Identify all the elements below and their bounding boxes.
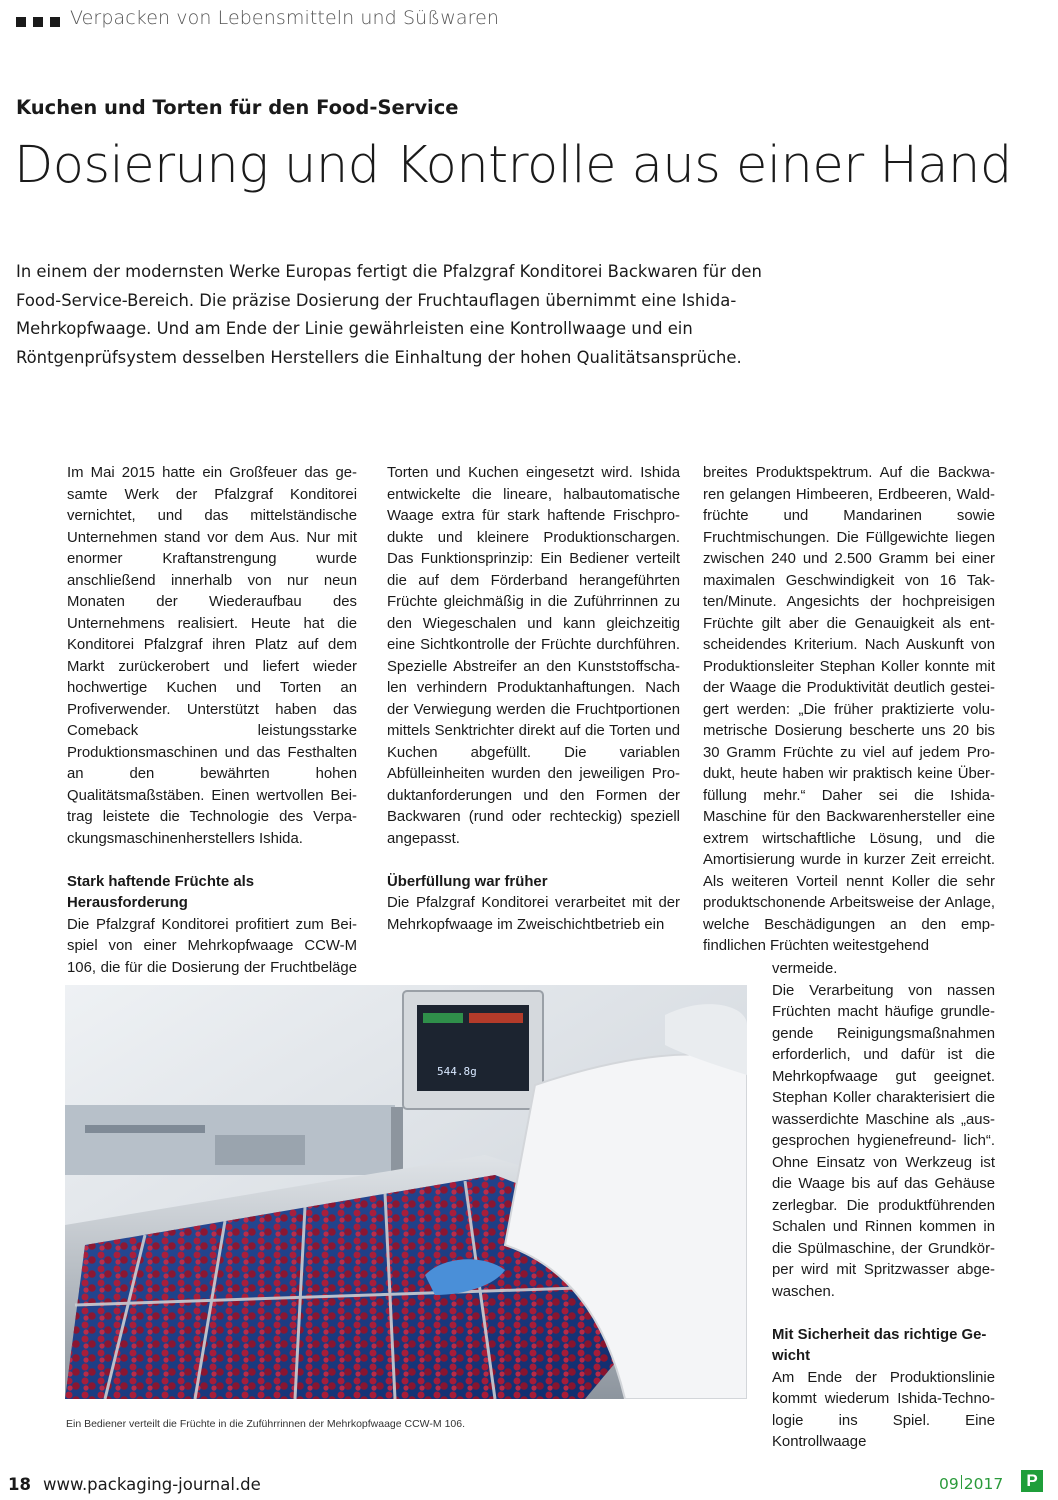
- paragraph: vermeide.: [772, 961, 838, 977]
- issue-year: 2017: [963, 1475, 1004, 1493]
- paragraph: Torten und Kuchen eingesetzt wird. Ishida entwickelte die lineare, halbautomatische Waage extra für stark haftende Frischprodukte und kleinere Produktionschargen. Das Funktionsprinzip: Ein Bediener verteilt die auf dem Förderband herangeführten Früchte gleichmäßig in die Zuführrinnen zu den Wiegeschalen und kann gleichzeitig eine Sichtkontrolle der Früchte durchführen. Spezielle Abstreifer an den Kunststoffschalen verhindern Produktanhaftungen. Nach der Verwiegung werden die Fruchtportionen mittels Senktrichter direkt auf die Torten und Kuchen abgefüllt. Die variablen Abfülleinheiten wurden den jeweiligen Produktanforderungen und den Formen der Backwaren (rund oder rechteckig) speziell angepasst.: [387, 465, 680, 847]
- text-column-3-wrap: [772, 959, 995, 1454]
- article-lead: In einem der modernsten Werke Europas fertigt die Pfalzgraf Konditorei Backwaren für den Food-Service-Bereich. Die präzise Dosierung der Fruchtauflagen übernimmt eine Ishida-Mehrkopfwaage. Und am Ende der Linie gewährleisten eine Kontrollwaage und ein Röntgenprüfsystem desselben Herstellers die Einhaltung der hohen Qualitätsansprüche.: [16, 262, 762, 367]
- website-link[interactable]: www.packaging-journal.de: [42, 1475, 261, 1494]
- article-photo: [65, 985, 747, 1399]
- subheading: Stark haftende Früchte als Herausforderung: [67, 873, 255, 911]
- publisher-logo: P: [1021, 1470, 1043, 1492]
- paragraph: breites Produktspektrum. Auf die Backwaren gelangen Himbeeren, Erdbeeren, Waldfrüchte und Mandarinen sowie Fruchtmischungen. Die Füllgewichte liegen zwischen 240 und 2.500 Gramm bei einer maximalen Geschwindigkeit von 16 Takten/Minute. Angesichts der hochpreisigen Früchte gilt aber die Genauigkeit als entscheidendes Kriterium. Nach Auskunft von Produktionsleiter Stephan Koller konnte mit der Waage die Produktivität deutlich gesteigert werden: „Die früher praktizierte volumetrische Dosierung bescherte uns 20 bis 30 Gramm Früchte zu viel auf jedem Produkt, heute haben wir praktisch keine Überfüllung mehr.“ Daher sei die Ishida-Maschine für den Backwarenhersteller eine extrem wirtschaftliche Lösung, und die Amortisierung wurde in kurzer Zeit erreicht. Als weiteren Vorteil nennt Koller die sehr produktschonende Arbeitsweise der Anlage, welche Beschädigungen an den empfindlichen Früchten weitestgehend: [703, 465, 995, 954]
- subheading: Mit Sicherheit das richtige Gewicht: [772, 1326, 987, 1364]
- paragraph: Die Verarbeitung von nassen Früchten macht häufige grundlegende Reinigungsmaßnahmen erforderlich, und dafür ist die Mehrkopfwaage gut geeignet. Stephan Koller charakterisiert die wasserdichte Maschine als „ausgesprochen hygienefreund- lich“. Ohne Einsatz von Werkzeug ist die Waage bis auf das Gehäuse zerlegbar. Die produktführenden Schalen und Rinnen kommen in die Spülmaschine, der Grundkörper wird mit Spritzwasser abgewaschen.: [772, 982, 995, 1300]
- issue-label: [939, 1475, 1003, 1493]
- page-number: 18: [8, 1475, 31, 1494]
- section-label: Verpacken von Lebensmitteln und Süßwaren: [70, 7, 500, 29]
- section-header: [16, 4, 499, 32]
- section-marker-squares: [16, 17, 60, 27]
- footer-left: [8, 1475, 261, 1494]
- paragraph: Am Ende der Produktionslinie kommt wiederum Ishida-Technologie ins Spiel. Eine Kontrollwaage: [772, 1369, 995, 1450]
- subheading: Überfüllung war früher: [387, 873, 548, 890]
- issue-month: 09: [939, 1475, 959, 1493]
- paragraph: Die Pfalzgraf Konditorei verarbeitet mit der Mehrkopfwaage im Zweischichtbetrieb ein: [387, 895, 680, 933]
- paragraph: Die Pfalzgraf Konditorei profitiert zum Beispiel von einer Mehrkopfwaage CCW-M 106, die für die Dosierung der Fruchtbeläge: [67, 916, 357, 976]
- photo-illustration: [65, 985, 747, 1399]
- text-column-1: [67, 463, 357, 1001]
- screen-readout: 544.8g: [437, 1065, 477, 1078]
- photo-caption: Ein Bediener verteilt die Früchte in die Zuführrinnen der Mehrkopfwaage CCW-M 106.: [66, 1418, 465, 1430]
- paragraph: Im Mai 2015 hatte ein Großfeuer das gesamte Werk der Pfalzgraf Konditorei vernichtet, und das mittelständische Unternehmen stand vor dem Aus. Nur mit enormer Kraftanstrengung wurde anschließend innerhalb von nur neun Monaten der Wiederaufbau des Unternehmens realisiert. Heute hat die Konditorei Pfalzgraf ihren Platz auf dem Markt zurückerobert und liefert wieder hochwertige Kuchen und Torten an Profiverwender. Unterstützt haben das Comeback leistungsstarke Produktionsmaschinen und das Festhalten an den bewährten hohen Qualitätsmaßstäben. Einen wertvollen Beitrag leistete die Technologie des Verpackungsmaschinenherstellers Ishida.: [67, 465, 357, 847]
- article-kicker: Kuchen und Torten für den Food-Service: [16, 96, 459, 119]
- text-column-3: [703, 463, 995, 958]
- article-headline: Dosierung und Kontrolle aus einer Hand: [14, 136, 1012, 195]
- text-column-2: [387, 463, 680, 936]
